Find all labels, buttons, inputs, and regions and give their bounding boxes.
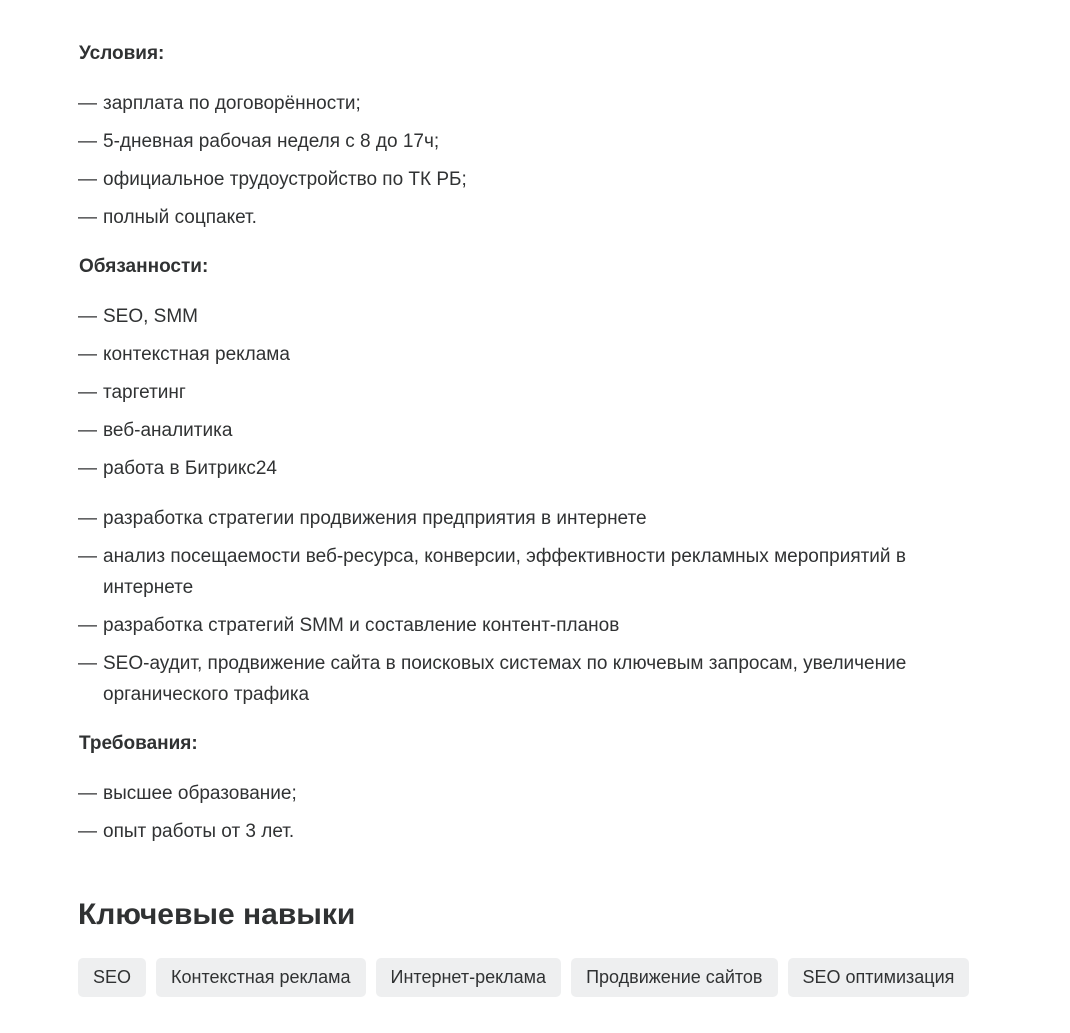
dash: —	[78, 783, 97, 804]
list-item-text: веб-аналитика	[103, 420, 233, 441]
list-item-text: работа в Битрикс24	[103, 458, 277, 479]
list-item	[78, 778, 978, 809]
dash: —	[78, 207, 97, 228]
dash: —	[78, 458, 97, 479]
list-item	[78, 301, 978, 332]
conditions-heading: Условия:	[79, 43, 165, 64]
list-item	[78, 610, 978, 641]
list-item-text: полный соцпакет.	[103, 207, 257, 228]
list-item-text: официальное трудоустройство по ТК РБ;	[103, 169, 467, 190]
list-item-text: опыт работы от 3 лет.	[103, 821, 295, 842]
list-item-text: контекстная реклама	[103, 344, 290, 365]
duties-list	[78, 301, 978, 491]
requirements-list	[78, 778, 978, 854]
skill-tag-seo-optimization[interactable]: SEO оптимизация	[788, 958, 970, 997]
list-item	[78, 88, 978, 119]
list-item-text: анализ посещаемости веб-ресурса, конверсии, эффективности рекламных мероприятий в интернете	[103, 546, 906, 598]
skill-tag-context-ads[interactable]: Контекстная реклама	[156, 958, 366, 997]
list-item	[78, 415, 978, 446]
dash: —	[78, 382, 97, 403]
list-item	[78, 202, 978, 233]
dash: —	[78, 821, 97, 842]
list-item-text: SEO-аудит, продвижение сайта в поисковых системах по ключевым запросам, увеличение органического трафика	[103, 653, 907, 705]
conditions-list	[78, 88, 978, 240]
dash: —	[78, 93, 97, 114]
list-item	[78, 541, 978, 603]
skill-tags	[78, 958, 969, 997]
dash: —	[78, 653, 97, 674]
list-item	[78, 453, 978, 484]
dash: —	[78, 546, 97, 567]
dash: —	[78, 508, 97, 529]
list-item-text: 5-дневная рабочая неделя с 8 до 17ч;	[103, 131, 440, 152]
list-item-text: разработка стратегии продвижения предприятия в интернете	[103, 508, 647, 529]
list-item	[78, 648, 978, 710]
dash: —	[78, 131, 97, 152]
skill-tag-seo[interactable]: SEO	[78, 958, 146, 997]
list-item-text: зарплата по договорённости;	[103, 93, 361, 114]
list-item-text: разработка стратегий SMM и составление контент-планов	[103, 615, 620, 636]
dash: —	[78, 306, 97, 327]
list-item	[78, 126, 978, 157]
dash: —	[78, 169, 97, 190]
list-item-text: высшее образование;	[103, 783, 297, 804]
skill-tag-site-promotion[interactable]: Продвижение сайтов	[571, 958, 777, 997]
duties-heading: Обязанности:	[79, 256, 209, 277]
list-item	[78, 816, 978, 847]
list-item	[78, 164, 978, 195]
list-item-text: таргетинг	[103, 382, 186, 403]
skill-tag-internet-ads[interactable]: Интернет-реклама	[376, 958, 562, 997]
list-item	[78, 339, 978, 370]
list-item	[78, 503, 978, 534]
duties-list-extended	[78, 503, 978, 717]
dash: —	[78, 615, 97, 636]
dash: —	[78, 344, 97, 365]
dash: —	[78, 420, 97, 441]
list-item-text: SEO, SMM	[103, 306, 199, 327]
list-item	[78, 377, 978, 408]
requirements-heading: Требования:	[79, 733, 198, 754]
key-skills-heading: Ключевые навыки	[78, 898, 356, 931]
